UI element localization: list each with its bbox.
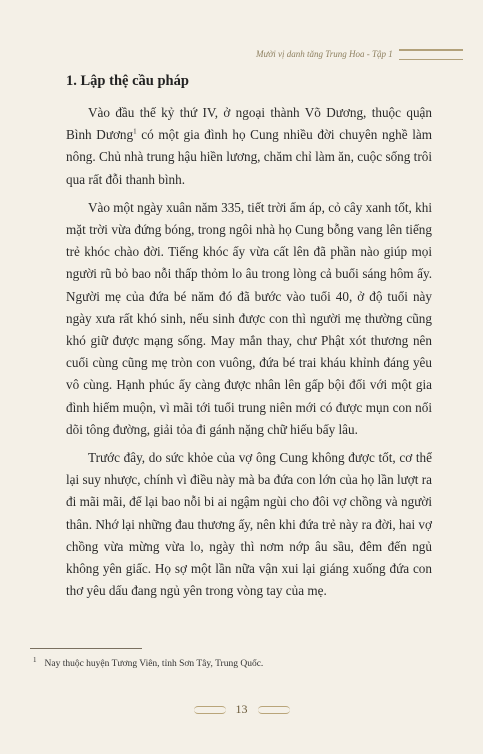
footnote-mark: 1 [33,656,37,664]
paragraph-1 [66,102,432,191]
page-number-area [0,702,483,717]
footnote-text: Nay thuộc huyện Tương Viên, tỉnh Sơn Tây, Trung Quốc. [44,659,264,670]
page-number: 13 [235,702,248,716]
right-flourish-icon [258,706,290,714]
paragraph-2: Vào một ngày xuân năm 335, tiết trời ấm áp, cỏ cây xanh tốt, khi mặt trời vừa đứng bóng, trong ngôi nhà họ Cung bỗng vang lên tiếng trẻ khóc chào đời. Tiếng khóc ấy vừa cất lên đã phần nào giúp mọi người rũ bỏ bao nỗi thấp thỏm lo âu trong lòng cả buổi sáng hôm ấy. Người mẹ của đứa bé năm đó đã bước vào tuổi 40, ở độ tuổi này ngày xưa rất khó sinh, nếu sinh được con thì người mẹ thường cũng khó giữ được mạng sống. May mắn thay, chư Phật xót thương nên cuối cùng cũng mẹ tròn con vuông, đứa bé trai kháu khỉnh đáng yêu vô cùng. Hạnh phúc ấy càng được nhân lên gấp bội đối với một gia đình hiếm muộn, vì mãi tới tuổi trung niên mới có được mụn con nối dõi tông đường, giải tỏa đi gánh nặng chữ hiếu bấy lâu. [66,199,432,437]
section-title: 1. Lập thệ cầu pháp [66,73,189,89]
footnote [33,656,263,669]
footnote-divider [30,648,142,649]
paragraph-3: Trước đây, do sức khỏe của vợ ông Cung không được tốt, cơ thể lại suy nhược, chính vì điều này mà ba đứa con lớn của họ lần lượt ra đi mãi mãi, để lại bao nỗi bi ai ngậm ngùi cho đôi vợ chồng và người thân. Nhớ lại những đau thương ấy, nên khi đứa trẻ này ra đời, hai vợ chồng vừa mừng vừa lo, ngày thì nơm nớp âu sầu, đêm đến ngủ không yên giấc. Họ sợ một lần nữa vận xui lại giáng xuống đứa con thơ yêu dấu đang ngủ yên trong vòng tay của mẹ. [66,450,432,599]
paragraph-1-text-b: có một gia đình họ Cung nhiều đời chuyên nghề làm nông. Chủ nhà trung hậu hiền lương, chăm chỉ làm ăn, cuộc sống trôi qua rất đỗi thanh bình. [66,127,432,187]
header-ornament [399,49,463,60]
footnote-reference[interactable]: 1 [133,127,137,136]
paragraph-1-text-a: Vào đầu thế kỷ thứ IV, ở ngoại thành Võ Dương, thuộc quận Bình Dương [66,105,432,143]
running-header [256,46,483,62]
running-title: Mười vị danh tăng Trung Hoa - Tập 1 [256,49,393,59]
left-flourish-icon [194,706,226,714]
page-body [66,72,432,608]
